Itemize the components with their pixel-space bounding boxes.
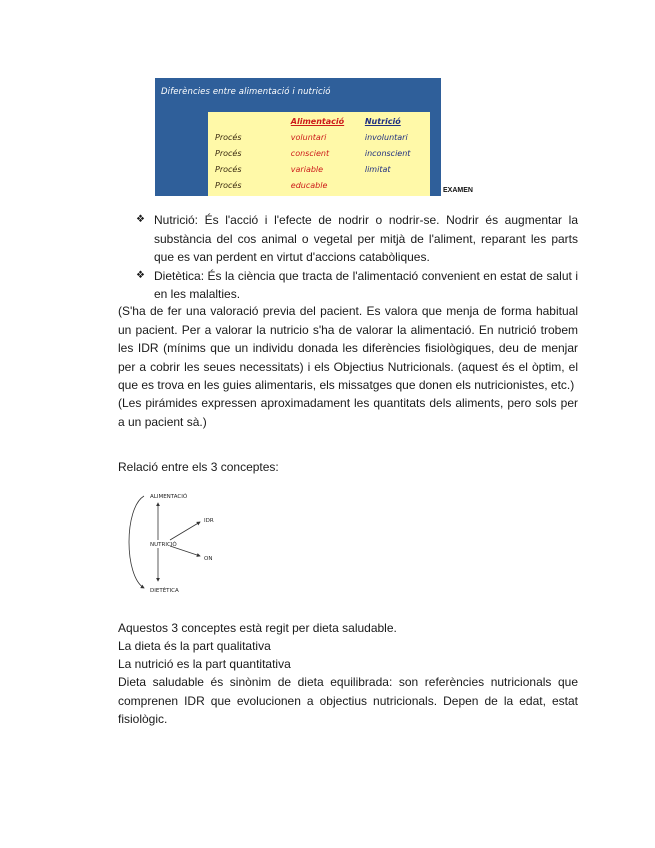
table-cell: inconscient xyxy=(364,149,411,158)
diagram-label-nutricio: NUTRICIÓ xyxy=(150,542,177,548)
table-row xyxy=(215,133,430,149)
diamond-bullet-icon: ❖ xyxy=(136,214,145,225)
table-cell: Procés xyxy=(215,133,242,142)
table-cell: limitat xyxy=(364,165,391,174)
list-item xyxy=(118,211,578,267)
diagram-label-alimentacio: ALIMENTACIÓ xyxy=(150,494,188,500)
table-cell xyxy=(365,181,430,197)
diamond-bullet-icon: ❖ xyxy=(136,269,145,281)
closing-paragraph: Dieta saludable és sinònim de dieta equilibrada: son referències nutricionals que comprenen IDR que evolucionen a objectius nutricionals. Depen de la edat, estat fisiològic. xyxy=(118,675,578,726)
table-cell: variable xyxy=(290,165,324,174)
diagram-label-on: ON xyxy=(204,556,213,562)
arrow-idr xyxy=(170,522,200,540)
table-row xyxy=(215,181,430,197)
list-item xyxy=(118,267,578,304)
table-cell: involuntari xyxy=(364,133,408,142)
definition-text: Nutrició: És l'acció i l'efecte de nodrir o nodrir-se. Nodrir és augmentar la substància del cos animal o vegetal per mitjà de l'aliment, reparant les parts que es van perdent en virtut d'accions catabòliques. xyxy=(154,213,578,264)
table-header-row xyxy=(215,117,430,133)
table-header-cell xyxy=(215,117,291,133)
slide-image xyxy=(155,78,441,196)
comparison-table xyxy=(208,112,430,196)
bracket-arrow xyxy=(129,496,144,588)
closing-line: La nutrició es la part quantitativa xyxy=(118,657,291,671)
table-row xyxy=(215,165,430,181)
diagram-label-idr: IDR xyxy=(204,518,214,524)
table-cell: educable xyxy=(290,181,328,190)
closing-line: Aquestos 3 conceptes està regit per dieta saludable. xyxy=(118,621,397,635)
relation-heading: Relació entre els 3 conceptes: xyxy=(118,460,279,474)
table-cell: conscient xyxy=(290,149,330,158)
slide-title: Diferències entre alimentació i nutrició xyxy=(161,87,331,97)
table-cell: Procés xyxy=(215,149,242,158)
table-cell: Procés xyxy=(215,181,242,190)
table-header-cell: Alimentació xyxy=(290,117,345,126)
table-cell: voluntari xyxy=(290,133,327,142)
concept-diagram xyxy=(120,488,230,598)
table-header-cell: Nutrició xyxy=(364,117,401,126)
definition-text: Dietètica: És la ciència que tracta de l'alimentació convenient en estat de salut i en les malalties. xyxy=(154,268,578,301)
closing-line: La dieta és la part qualitativa xyxy=(118,639,271,653)
table-cell: Procés xyxy=(215,165,242,174)
examen-label: EXAMEN xyxy=(443,187,473,194)
table-row xyxy=(215,149,430,165)
definition-list xyxy=(118,211,578,304)
diagram-label-dietetica: DIETÈTICA xyxy=(150,588,179,594)
pyramid-paragraph: (Les pirámides expressen aproximadament les quantitats dels aliments, pero sols per a un pacient sà.) xyxy=(118,396,578,429)
assessment-paragraph: (S'ha de fer una valoració previa del pacient. Es valora que menja de forma habitual un pacient. Per a valorar la nutricio s'ha de valorar la alimentació. En nutrició trobem les IDR (mínims que un individu donada les diferències fisiològiques, deu de menjar per a cobrir les seues necessitats) i els Objectius Nutricionals. (aquest és el òptim, el que es trova en les guies alimentaris, els missatges que donen els nutricionistes, etc.) xyxy=(118,304,578,392)
